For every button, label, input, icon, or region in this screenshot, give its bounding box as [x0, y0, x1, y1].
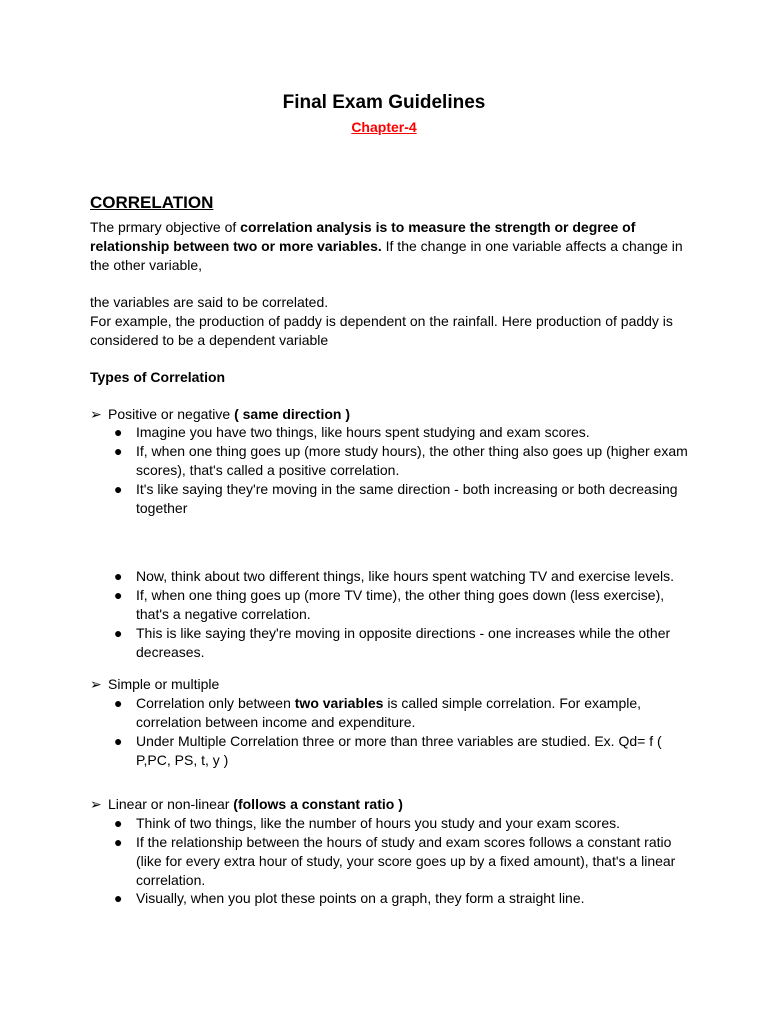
list-item: ● This is like saying they're moving in opposite directions - one increases while the other decreases. — [114, 624, 671, 660]
bullet-icon: ● — [114, 480, 123, 497]
bullet-icon: ● — [114, 443, 123, 460]
list-item: ● It's like saying they're moving in the same direction - both increasing or both decreasing together — [114, 480, 678, 516]
bullet-list — [90, 423, 690, 517]
chapter-subtitle: Chapter-4 — [351, 119, 417, 135]
bullet-list — [90, 814, 690, 908]
list-item: ● Visually, when you plot these points on a graph, they form a straight line. — [114, 890, 585, 907]
intro-bold-text: correlation analysis is to measure the strength or degree of relationship between two or more variables. — [90, 219, 636, 254]
bullet-icon: ● — [114, 587, 123, 604]
document-content — [90, 192, 690, 908]
list-item: ● If, when one thing goes up (more TV time), the other thing goes down (less exercise), that's a negative correlation. — [114, 587, 665, 622]
type-positive-negative: ➢ Positive or negative ( same direction ) — [90, 405, 350, 422]
bullet-icon: ● — [114, 815, 123, 832]
bullet-list — [90, 694, 690, 769]
bullet-icon: ● — [114, 732, 123, 749]
bullet-icon: ● — [114, 424, 123, 441]
arrow-bullet-icon: ➢ — [90, 405, 102, 422]
types-heading: Types of Correlation — [90, 368, 226, 385]
bullet-icon: ● — [114, 624, 123, 641]
list-item: ● Under Multiple Correlation three or more than three variables are studied. Ex. Qd= f ( P,PC, PS, t, y ) — [114, 732, 662, 768]
list-item: ● Imagine you have two things, like hours spent studying and exam scores. — [114, 424, 590, 441]
list-item: ● If the relationship between the hours of study and exam scores follows a constant ratio (like for every extra hour of study, your score goes up by a fixed amount), that's a linear correlation. — [114, 833, 676, 888]
bullet-icon: ● — [114, 890, 123, 907]
list-item: ● Correlation only between two variables is called simple correlation. For example, correlation between income and expenditure. — [114, 695, 642, 730]
arrow-bullet-icon: ➢ — [90, 676, 102, 693]
section-heading-correlation: CORRELATION — [90, 193, 214, 212]
list-item: ● If, when one thing goes up (more study hours), the other thing also goes up (higher exam scores), that's called a positive correlation. — [114, 443, 688, 478]
list-item: ● Think of two things, like the number of hours you study and your exam scores. — [114, 815, 621, 832]
bullet-icon: ● — [114, 568, 123, 585]
list-item: ● Now, think about two different things, like hours spent watching TV and exercise levels. — [114, 568, 675, 585]
type-simple-multiple: ➢ Simple or multiple — [90, 676, 220, 693]
intro-paragraph: The prmary objective of correlation analysis is to measure the strength or degree of relationship between two or more variables. If the change in one variable affects a change in the other variable, — [90, 219, 683, 273]
bullet-icon: ● — [114, 695, 123, 712]
bullet-list — [90, 567, 690, 661]
paragraph-line: For example, the production of paddy is dependent on the rainfall. Here production of paddy is considered to be a dependent variable — [90, 313, 673, 348]
type-linear-nonlinear: ➢ Linear or non-linear (follows a constant ratio ) — [90, 796, 403, 813]
page-title: Final Exam Guidelines — [282, 92, 486, 113]
arrow-bullet-icon: ➢ — [90, 796, 102, 813]
paragraph-line: the variables are said to be correlated. — [90, 294, 329, 311]
bullet-icon: ● — [114, 833, 123, 850]
